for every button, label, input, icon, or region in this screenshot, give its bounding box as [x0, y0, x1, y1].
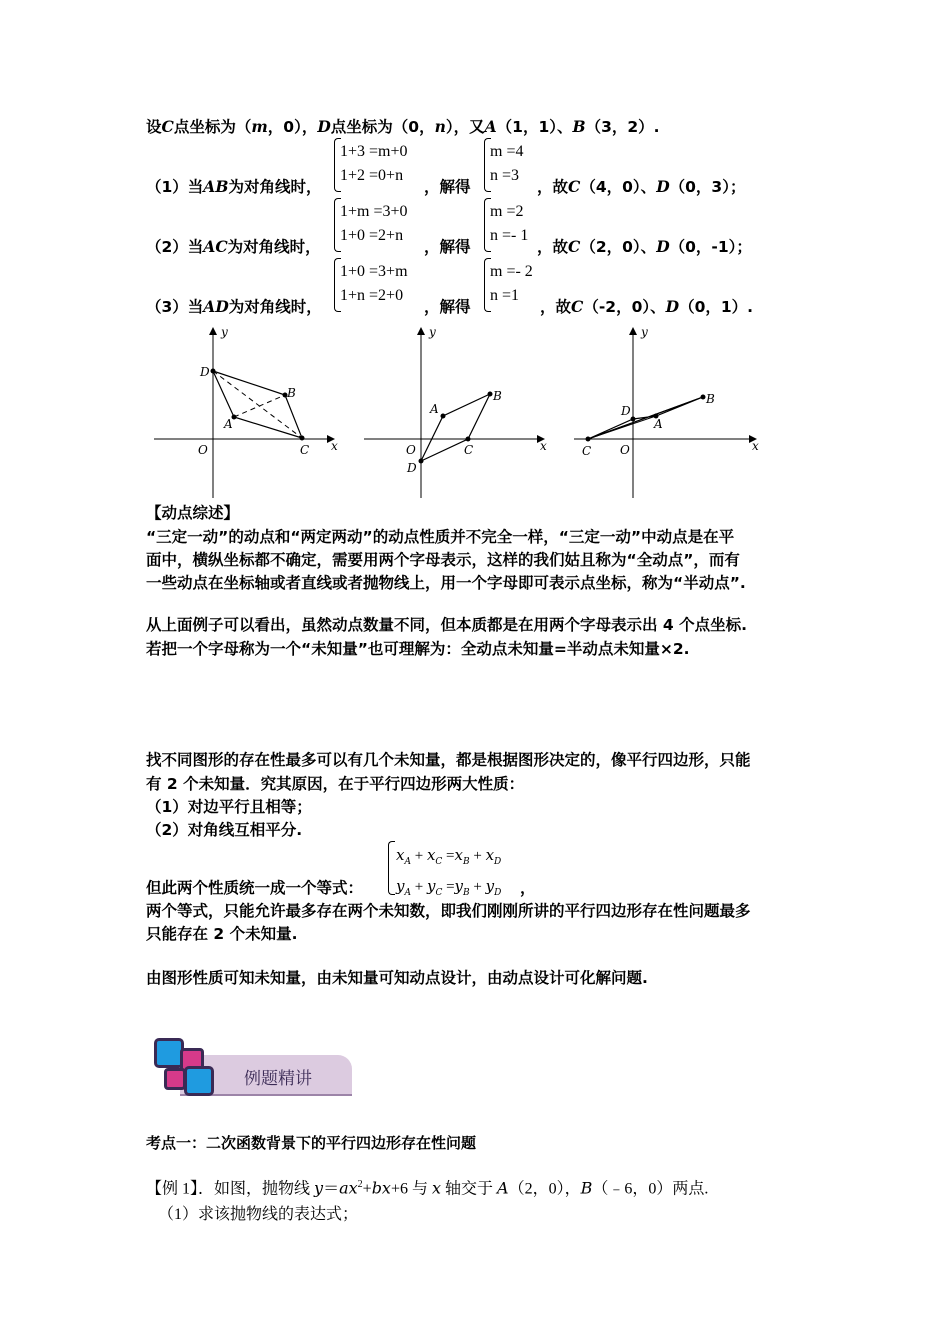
section-title: 考点一：二次函数背景下的平行四边形存在性问题	[146, 1134, 477, 1152]
label-x: x	[752, 439, 759, 453]
point-d	[631, 417, 636, 422]
point-c	[300, 436, 305, 441]
label-y: y	[221, 325, 228, 339]
case3-result: ，故C（-2，0）、D（0，1）.	[540, 297, 754, 316]
unified-formula: $x_A + x_C =x_B + x_D$ $y_A + y_C =y_B + y_D$	[388, 843, 501, 905]
summary-p3-line1: 找不同图形的存在性最多可以有几个未知量，都是根据图形决定的，像平行四边形，只能	[146, 751, 751, 769]
graph-case2	[360, 320, 560, 500]
intro-line: 设C点坐标为（m，0），D点坐标为（0，n），又A（1，1）、B（3，2）.	[146, 117, 660, 136]
question-1: （1）求该抛物线的表达式；	[158, 1206, 359, 1223]
label-y: y	[641, 325, 648, 339]
label-a: A	[430, 402, 439, 416]
label-o: O	[198, 443, 208, 457]
summary-p3-line2: 有 2 个未知量．究其原因，在于平行四边形两大性质：	[146, 775, 525, 793]
case1-equations: 1+3 =m+0 1+2 =0+n	[334, 140, 408, 188]
example-1: 【例 1】．如图，抛物线 $y=ax^2+bx+6$ 与 x 轴交于 A（2，0），B（﹣6，0）两点.	[146, 1178, 709, 1198]
case2-label: （2）当AC为对角线时，	[146, 237, 321, 256]
case2-result: ，故C（2，0）、D（0，-1）；	[537, 237, 752, 256]
point-c	[586, 437, 591, 442]
label-a: A	[224, 417, 233, 431]
summary-p2-line1: 从上面例子可以看出，虽然动点数量不同，但本质都是在用两个字母表示出 4 个点坐标.	[146, 616, 747, 634]
summary-p4-line1: 两个等式，只能允许最多存在两个未知数，即我们刚刚所讲的平行四边形存在性问题最多	[146, 902, 751, 920]
case3-solve: ，解得	[424, 298, 471, 316]
summary-heading: 【动点综述】	[146, 504, 240, 522]
label-c: C	[464, 443, 474, 457]
summary-p1-line1: “三定一动”的动点和“两定两动”的动点性质并不完全一样，“三定一动”中动点是在平	[146, 528, 735, 546]
label-a: A	[654, 417, 663, 431]
point-d	[419, 459, 424, 464]
graph-case1	[150, 320, 350, 500]
banner-title: 例题精讲	[244, 1069, 312, 1088]
summary-p2-line2: 若把一个字母称为一个“未知量”也可理解为：全动点未知量=半动点未知量×2.	[146, 640, 690, 658]
label-o: O	[406, 443, 416, 457]
label-b: B	[287, 386, 296, 400]
case1-solution: m =4 n =3	[484, 140, 523, 188]
property-1: （1）对边平行且相等；	[146, 798, 312, 816]
case1-label: （1）当AB为对角线时，	[146, 177, 322, 196]
summary-p4-line2: 只能存在 2 个未知量.	[146, 925, 298, 943]
side-ca	[588, 416, 656, 439]
unify-end: ，	[520, 879, 536, 897]
label-b: B	[493, 389, 502, 403]
summary-p5: 由图形性质可知未知量，由未知量可知动点设计，由动点设计可化解问题.	[146, 969, 648, 987]
label-c: C	[300, 443, 310, 457]
property-2: （2）对角线互相平分.	[146, 821, 303, 839]
label-d: D	[200, 365, 210, 379]
graph-case3	[570, 320, 770, 500]
case2-solution: m =2 n =- 1	[484, 200, 528, 248]
summary-p1-line2: 面中，横纵坐标都不确定，需要用两个字母表示，这样的我们姑且称为“全动点”，而有	[146, 551, 740, 569]
case3-equations: 1+0 =3+m 1+n =2+0	[334, 260, 408, 308]
case1-result: ，故C（4，0）、D（0，3）；	[537, 177, 746, 196]
label-o: O	[620, 443, 630, 457]
summary-p1-line3: 一些动点在坐标轴或者直线或者抛物线上，用一个字母即可表示点坐标，称为“半动点”.	[146, 574, 746, 592]
label-d: D	[407, 461, 417, 475]
point-b	[488, 392, 493, 397]
unify-text: 但此两个性质统一成一个等式：	[146, 879, 364, 897]
label-c: C	[582, 444, 592, 458]
case2-solve: ，解得	[424, 238, 471, 256]
label-d: D	[621, 404, 631, 418]
diagonal-ab	[234, 395, 285, 417]
case2-equations: 1+m =3+0 1+0 =2+n	[334, 200, 408, 248]
example-banner	[150, 1030, 360, 1102]
label-x: x	[331, 439, 338, 453]
case3-label: （3）当AD为对角线时，	[146, 297, 322, 316]
case3-solution: m =- 2 n =1	[484, 260, 533, 308]
label-b: B	[706, 392, 715, 406]
point-d	[211, 369, 216, 374]
point-c	[466, 437, 471, 442]
label-x: x	[540, 439, 547, 453]
point-b	[701, 395, 706, 400]
point-a	[441, 414, 446, 419]
case1-solve: ，解得	[424, 178, 471, 196]
label-y: y	[429, 325, 436, 339]
